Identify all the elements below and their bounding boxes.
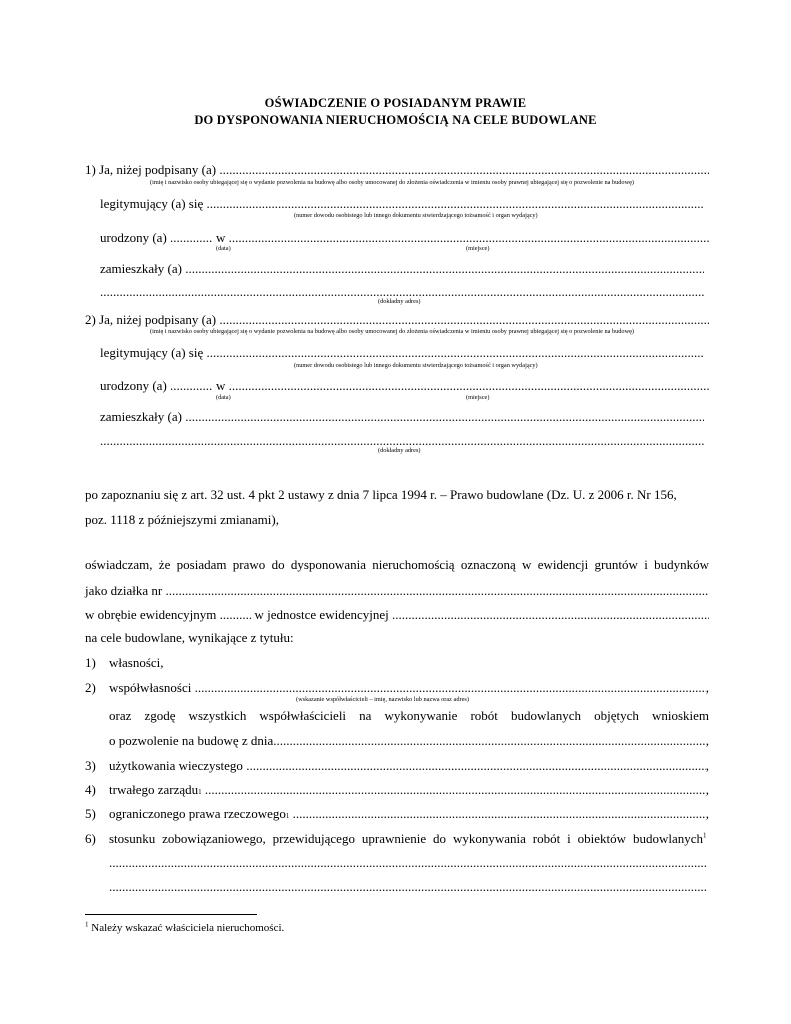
person-2-address-caption: (dokładny adres): [378, 447, 421, 454]
unit-label: w jednostce ewidencyjnej: [254, 607, 389, 622]
footnote-text: Należy wskazać właściciela nieruchomości.: [91, 922, 285, 934]
co-owners-field[interactable]: [195, 680, 706, 696]
person-2-signed-caption: (imię i nazwisko osoby ubiegającej się o wydanie pozwolenia na budowę albo osoby umocowanej do złożenia oświadczenia w imieniu osoby prawnej ubiegającej się o pozwolenie na budowę): [150, 328, 635, 335]
person-2-resident-label: zamieszkały (a): [100, 409, 182, 424]
person-2-address-field-1[interactable]: [185, 409, 704, 425]
person-1-resident-label: zamieszkały (a): [100, 261, 182, 276]
person-1-address-field-1[interactable]: [185, 261, 704, 277]
plot-label: jako działka nr: [85, 583, 163, 598]
purpose-text: na cele budowlane, wynikające z tytułu:: [85, 630, 294, 645]
plot-number-field[interactable]: [166, 583, 710, 599]
footnote-mark: 1: [85, 920, 89, 929]
person-2-id-row: [100, 345, 704, 361]
title-3-end: ,: [705, 758, 709, 773]
title-6-number: 6): [85, 831, 96, 846]
person-1-resident-row: [100, 261, 704, 277]
person-1-signed-caption: (imię i nazwisko osoby ubiegającej się o wydanie pozwolenia na budowę albo osoby umocowanej do złożenia oświadczenia w imieniu osoby prawnej ubiegającej się o pozwolenie na budowę): [150, 179, 635, 186]
obligation-field-1[interactable]: [109, 855, 707, 871]
perpetual-usufruct-field[interactable]: [246, 758, 706, 774]
title-2-number: 2): [85, 680, 96, 695]
person-1-signed-label: Ja, niżej podpisany (a): [99, 162, 217, 177]
person-2-born-label: urodzony (a): [100, 378, 167, 393]
perpetual-usufruct-row: [109, 758, 709, 774]
declaration-line-1: oświadczam, że posiadam prawo do dysponowania nieruchomością oznaczoną w ewidencji gruntów i budynków: [85, 557, 709, 572]
person-1-name-field[interactable]: [219, 162, 709, 178]
person-2-born-row: [100, 378, 709, 394]
person-2-born-in: w: [215, 378, 226, 393]
precinct-row: [85, 607, 709, 623]
person-2-resident-row: [100, 409, 704, 425]
obligation-field-2[interactable]: [109, 879, 707, 895]
permit-end: ,: [705, 733, 709, 748]
obligation-row: [109, 831, 709, 847]
limited-right-field[interactable]: [293, 806, 706, 822]
precinct-field[interactable]: [220, 607, 252, 623]
intro-line-1: po zapoznaniu się z art. 32 ust. 4 pkt 2 ustawy z dnia 7 lipca 1994 r. – Prawo budowlane (Dz. U. z 2006 r. Nr 156,: [85, 487, 677, 502]
person-1-birth-date-field[interactable]: [170, 230, 213, 246]
person-1-id-caption: (numer dowodu osobistego lub innego dokumentu stwierdzającego tożsamość i organ wydający): [294, 212, 538, 219]
person-2-signed-label: Ja, niżej podpisany (a): [99, 312, 217, 327]
footnote: [85, 922, 284, 934]
document-title-line-1: OŚWIADCZENIE O POSIADANYM PRAWIE: [264, 96, 527, 110]
title-3-label: użytkowania wieczystego: [109, 758, 243, 773]
person-2-number: 2): [85, 312, 96, 327]
co-owners-caption: (wskazanie współwłaścicieli – imię, nazwisko lub nazwa oraz adres): [296, 696, 469, 703]
person-1-birth-place-field[interactable]: [229, 230, 709, 246]
co-ownership-row: [109, 680, 709, 696]
person-1-id-label: legitymujący (a) się: [100, 196, 204, 211]
title-3-number: 3): [85, 758, 96, 773]
title-2-label: współwłasności: [109, 680, 192, 695]
person-1-address-caption: (dokładny adres): [378, 298, 421, 305]
title-1-number: 1): [85, 655, 96, 670]
person-1-id-field[interactable]: [207, 196, 705, 212]
person-2-name-field[interactable]: [219, 312, 709, 328]
limited-right-row: ograniczonego prawa rzeczowego 1 ..... ,: [109, 806, 709, 822]
permit-date-field[interactable]: [273, 733, 705, 749]
title-5-number: 5): [85, 806, 96, 821]
title-4-label: trwałego zarządu: [109, 782, 199, 797]
person-2-id-field[interactable]: [207, 345, 705, 361]
obligation-row-3: [109, 879, 707, 895]
person-2-place-caption: (miejsce): [466, 394, 490, 401]
person-2-date-caption: (data): [216, 394, 231, 401]
title-2-end: ,: [705, 680, 709, 695]
person-1-born-in: w: [215, 230, 226, 245]
permanent-management-field[interactable]: [205, 782, 706, 798]
person-1-id-row: [100, 196, 704, 212]
person-1-born-label: urodzony (a): [100, 230, 167, 245]
consent-text: oraz zgodę wszystkich współwłaścicieli na wykonywanie robót budowlanych objętych wnioskiem: [109, 708, 709, 723]
person-1-date-caption: (data): [216, 245, 231, 252]
person-2-id-label: legitymujący (a) się: [100, 345, 204, 360]
footnote-separator: [85, 914, 257, 915]
precinct-label: w obrębie ewidencyjnym: [85, 607, 217, 622]
document-title-line-2: DO DYSPONOWANIA NIERUCHOMOŚCIĄ NA CELE BUDOWLANE: [194, 113, 597, 127]
title-5-end: ,: [705, 806, 709, 821]
unit-field[interactable]: [392, 607, 709, 623]
person-2-birth-date-field[interactable]: [170, 378, 213, 394]
permit-label: o pozwolenie na budowę z dnia: [109, 733, 274, 748]
person-2-signed-row: [85, 312, 709, 328]
permit-row: [109, 733, 709, 749]
person-1-number: 1): [85, 162, 96, 177]
title-5-label: ograniczonego prawa rzeczowego: [109, 806, 286, 821]
person-1-born-row: [100, 230, 709, 246]
person-2-birth-place-field[interactable]: [229, 378, 709, 394]
person-2-id-caption: (numer dowodu osobistego lub innego dokumentu stwierdzającego tożsamość i organ wydający): [294, 362, 538, 369]
title-4-number: 4): [85, 782, 96, 797]
title-4-end: ,: [705, 782, 709, 797]
plot-row: [85, 583, 709, 599]
title-6-footnote-mark: 1: [703, 831, 707, 840]
person-1-signed-row: [85, 162, 709, 178]
obligation-row-2: [109, 855, 707, 871]
permanent-management-row: trwałego zarządu 1 ..... ,: [109, 782, 709, 798]
title-6-label: stosunku zobowiązaniowego, przewidującego uprawnienie do wykonywania robót i obiektów budowlanych: [109, 831, 703, 846]
person-1-place-caption: (miejsce): [466, 245, 490, 252]
intro-line-2: poz. 1118 z późniejszymi zmianami),: [85, 512, 279, 527]
title-1-label: własności,: [109, 655, 164, 670]
